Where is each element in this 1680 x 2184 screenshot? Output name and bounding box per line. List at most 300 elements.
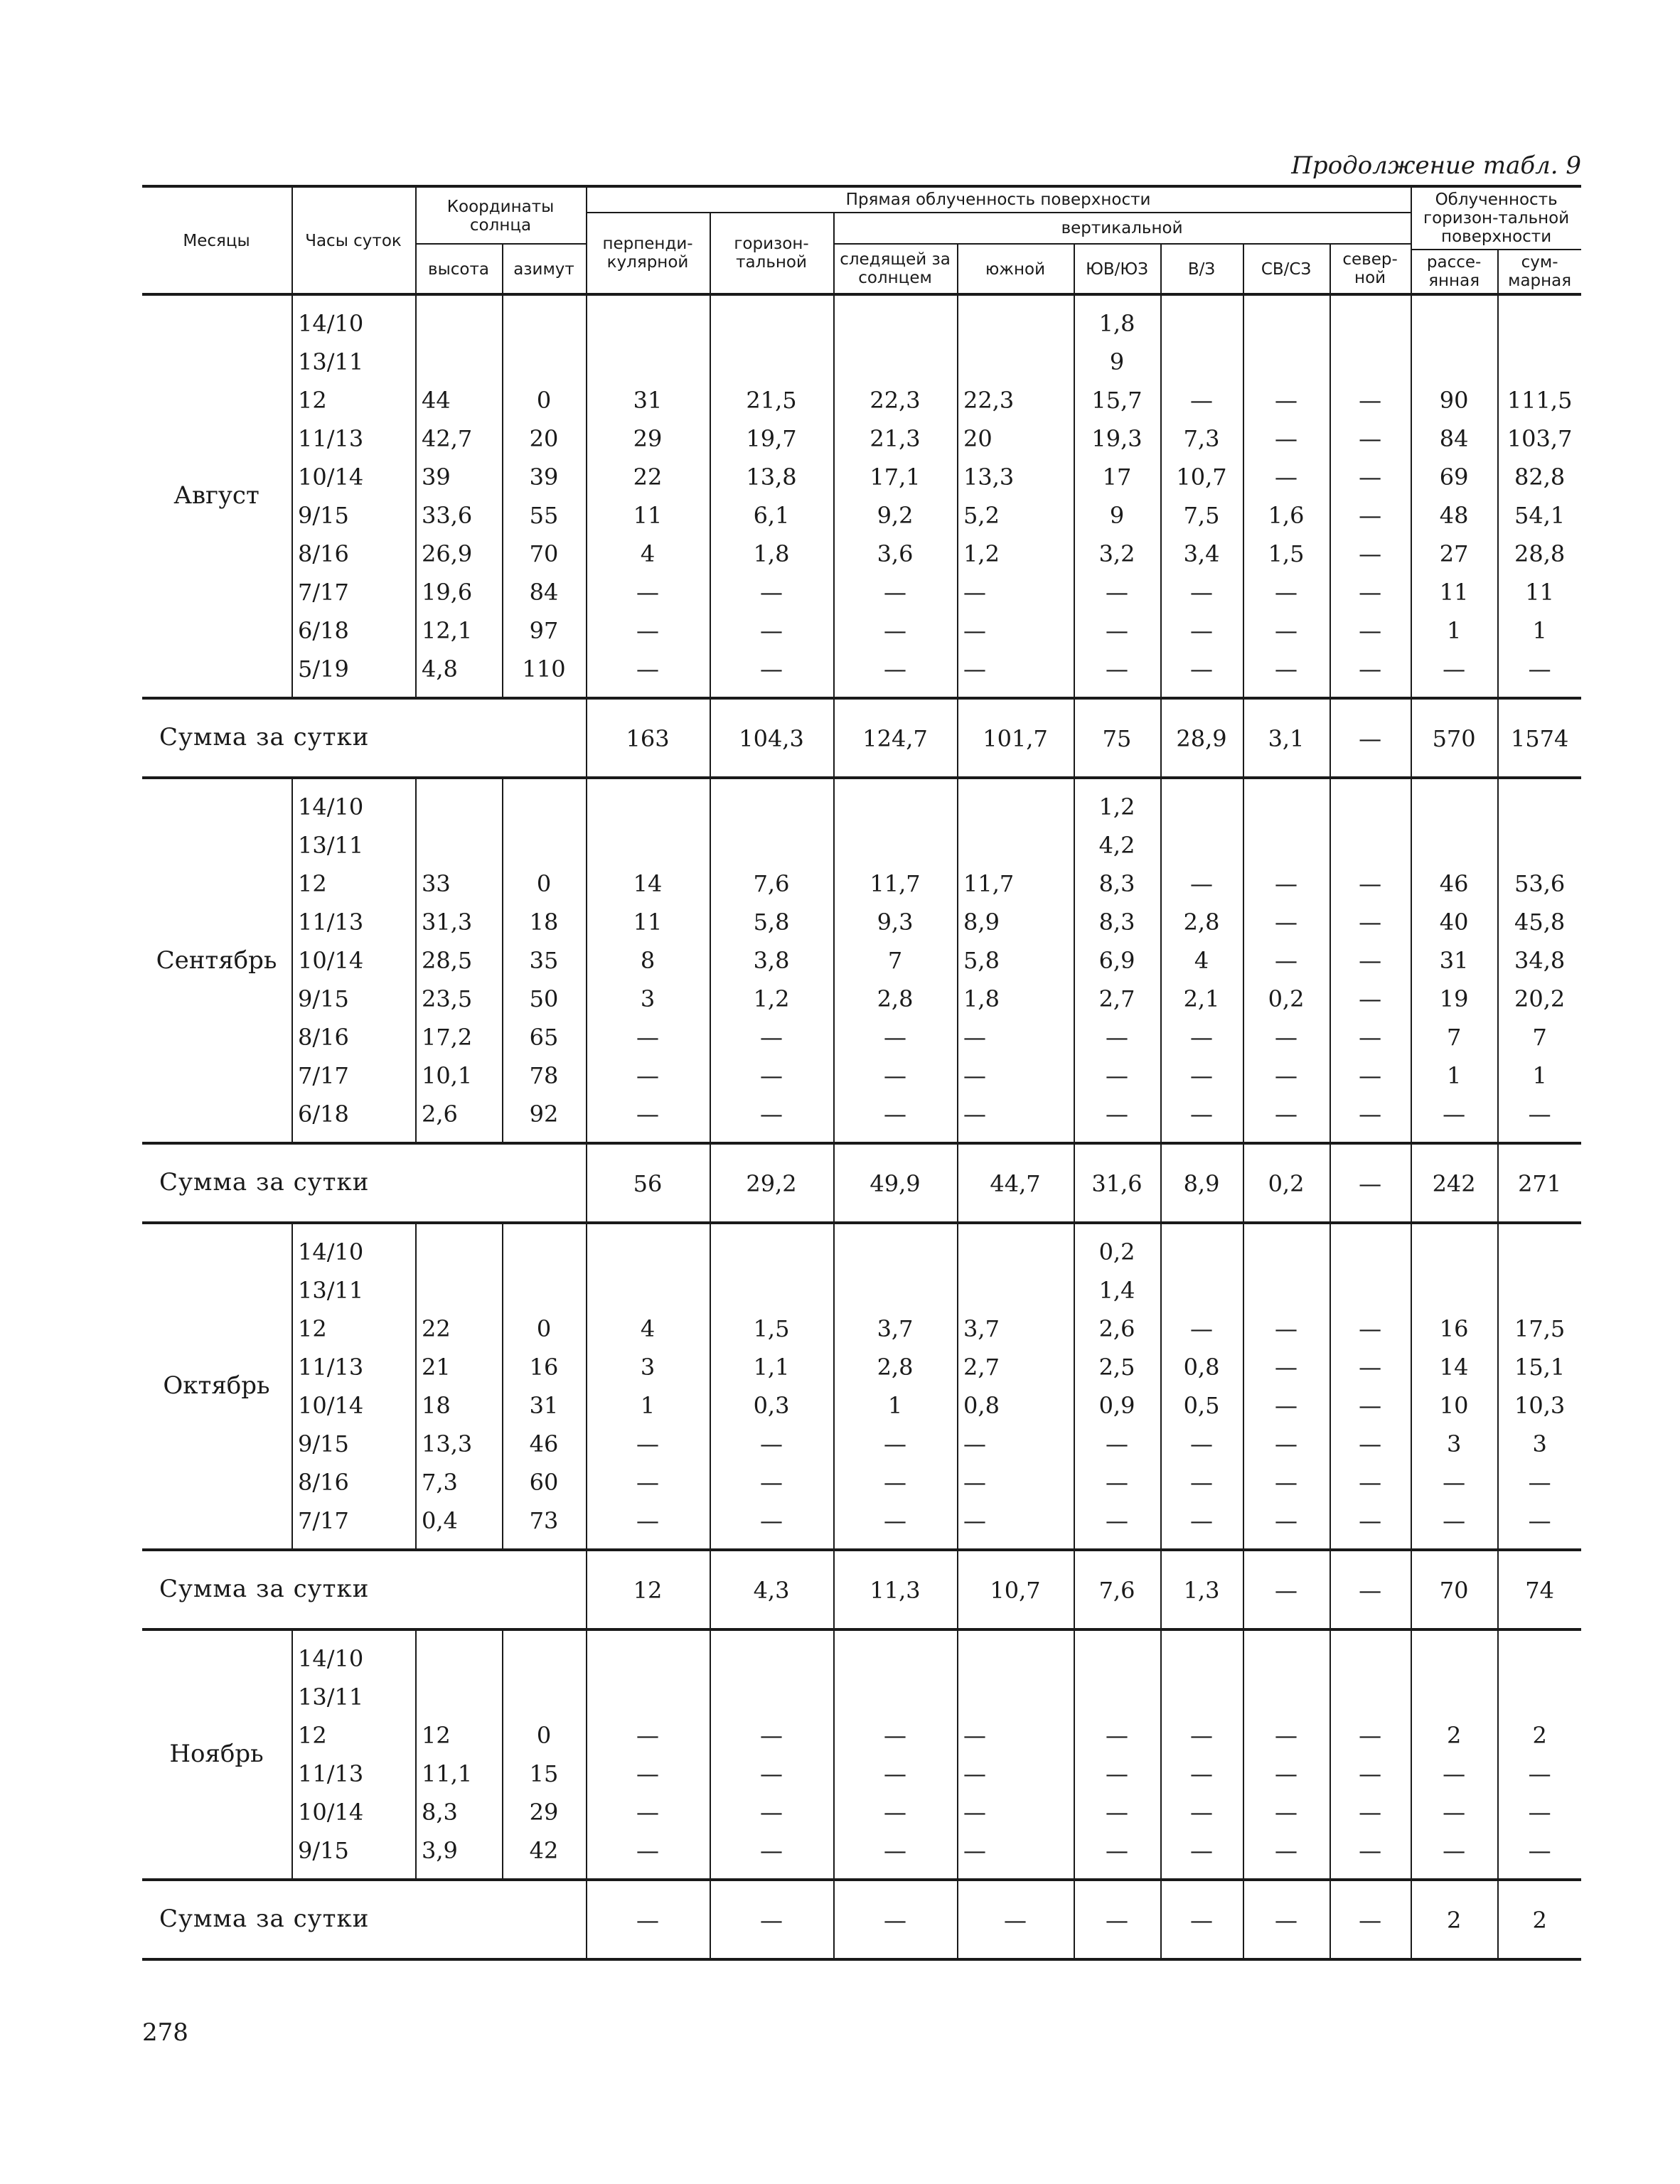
value-cell: — xyxy=(1160,573,1243,611)
sum-cell: — xyxy=(1074,1880,1160,1959)
value-cell xyxy=(502,343,586,381)
value-cell: — xyxy=(1074,1095,1160,1133)
value-cell: — xyxy=(1074,1793,1160,1831)
value-cell xyxy=(415,1639,502,1678)
value-cell: — xyxy=(1074,650,1160,688)
value-cell: 1,1 xyxy=(710,1348,833,1386)
pad-cell xyxy=(710,778,833,788)
value-cell: — xyxy=(710,1018,833,1056)
value-cell: 26,9 xyxy=(415,535,502,573)
sum-label: Сумма за сутки xyxy=(142,1143,586,1223)
value-cell xyxy=(833,1271,957,1310)
hours-cell: 10/14 xyxy=(291,1386,415,1425)
value-cell: — xyxy=(710,1793,833,1831)
value-cell: 20 xyxy=(502,419,586,458)
pad-cell xyxy=(1329,688,1411,698)
value-cell: 73 xyxy=(502,1502,586,1540)
value-cell: 1,8 xyxy=(957,980,1074,1018)
value-cell xyxy=(586,1271,710,1310)
value-cell: 4,2 xyxy=(1074,826,1160,864)
value-cell xyxy=(1497,343,1581,381)
pad-cell xyxy=(1074,1629,1160,1639)
pad-cell xyxy=(415,1629,502,1639)
value-cell: — xyxy=(1160,381,1243,419)
value-cell: — xyxy=(710,1095,833,1133)
sum-cell: — xyxy=(710,1880,833,1959)
value-cell: — xyxy=(710,650,833,688)
value-cell: — xyxy=(710,1755,833,1793)
sum-cell: 271 xyxy=(1497,1143,1581,1223)
value-cell: — xyxy=(1243,650,1329,688)
sum-cell: 10,7 xyxy=(957,1550,1074,1629)
value-cell: — xyxy=(1329,1018,1411,1056)
value-cell: 15,7 xyxy=(1074,381,1160,419)
hours-cell: 9/15 xyxy=(291,1831,415,1870)
value-cell xyxy=(833,1233,957,1271)
value-cell xyxy=(710,1678,833,1716)
value-cell: — xyxy=(1160,1463,1243,1502)
value-cell: 34,8 xyxy=(1497,941,1581,980)
value-cell: — xyxy=(1074,1018,1160,1056)
value-cell: — xyxy=(1329,941,1411,980)
value-cell xyxy=(1497,1233,1581,1271)
pad-cell xyxy=(957,1540,1074,1550)
sum-cell: — xyxy=(957,1880,1074,1959)
pad-cell xyxy=(415,688,502,698)
value-cell: — xyxy=(1329,419,1411,458)
value-cell: 1,8 xyxy=(1074,304,1160,343)
value-cell: 3 xyxy=(1497,1425,1581,1463)
value-cell: — xyxy=(710,1831,833,1870)
value-cell: 12,1 xyxy=(415,611,502,650)
value-cell: — xyxy=(833,1095,957,1133)
sum-cell: — xyxy=(586,1880,710,1959)
pad-cell xyxy=(502,778,586,788)
pad-cell xyxy=(291,688,415,698)
table-row xyxy=(142,1831,1581,1870)
value-cell: 11 xyxy=(586,496,710,535)
pad-cell xyxy=(957,1133,1074,1143)
value-cell xyxy=(1497,826,1581,864)
value-cell: — xyxy=(1243,864,1329,903)
pad-cell xyxy=(415,1223,502,1233)
header-vertical: вертикальной xyxy=(833,213,1411,244)
value-cell: — xyxy=(1074,1831,1160,1870)
value-cell: 1,5 xyxy=(710,1310,833,1348)
value-cell: — xyxy=(833,1425,957,1463)
value-cell: — xyxy=(1243,381,1329,419)
pad-cell xyxy=(957,294,1074,304)
value-cell: — xyxy=(1329,1056,1411,1095)
value-cell xyxy=(1243,343,1329,381)
pad-cell xyxy=(1074,294,1160,304)
value-cell: 12 xyxy=(415,1716,502,1755)
value-cell: 84 xyxy=(502,573,586,611)
value-cell: 22,3 xyxy=(957,381,1074,419)
value-cell: — xyxy=(1411,1463,1497,1502)
value-cell: — xyxy=(957,611,1074,650)
value-cell: — xyxy=(1329,1502,1411,1540)
value-cell: — xyxy=(833,1018,957,1056)
value-cell: 18 xyxy=(502,903,586,941)
value-cell xyxy=(502,1271,586,1310)
value-cell: 20,2 xyxy=(1497,980,1581,1018)
value-cell: — xyxy=(1329,980,1411,1018)
pad-cell xyxy=(1074,778,1160,788)
value-cell xyxy=(1160,788,1243,826)
hours-cell: 14/10 xyxy=(291,1639,415,1678)
pad-cell xyxy=(1074,1133,1160,1143)
hours-cell: 14/10 xyxy=(291,1233,415,1271)
value-cell xyxy=(1411,304,1497,343)
header-south: южной xyxy=(957,244,1074,294)
value-cell xyxy=(833,343,957,381)
value-cell: 1 xyxy=(586,1386,710,1425)
pad-cell xyxy=(586,294,710,304)
sum-cell: 3,1 xyxy=(1243,698,1329,778)
value-cell: 3,4 xyxy=(1160,535,1243,573)
table-row xyxy=(142,1056,1581,1095)
value-cell: — xyxy=(710,1716,833,1755)
sum-label: Сумма за сутки xyxy=(142,1550,586,1629)
value-cell: — xyxy=(1160,1310,1243,1348)
value-cell: 3 xyxy=(1411,1425,1497,1463)
value-cell: 3,7 xyxy=(833,1310,957,1348)
pad-cell xyxy=(1329,294,1411,304)
table-row xyxy=(142,1425,1581,1463)
value-cell xyxy=(1497,304,1581,343)
header-hours: Часы суток xyxy=(291,186,415,294)
pad-cell xyxy=(1411,1133,1497,1143)
value-cell: — xyxy=(1329,1425,1411,1463)
value-cell xyxy=(957,1233,1074,1271)
pad-cell xyxy=(415,778,502,788)
value-cell xyxy=(833,1639,957,1678)
value-cell: 2,7 xyxy=(957,1348,1074,1386)
value-cell: — xyxy=(586,1095,710,1133)
sum-cell: 101,7 xyxy=(957,698,1074,778)
value-cell: — xyxy=(586,1716,710,1755)
pad-cell xyxy=(502,688,586,698)
pad-cell xyxy=(833,778,957,788)
hours-cell: 5/19 xyxy=(291,650,415,688)
pad-cell xyxy=(710,1133,833,1143)
value-cell: 8,3 xyxy=(1074,864,1160,903)
header-horizontal: горизон-тальной xyxy=(710,213,833,294)
value-cell: 31 xyxy=(586,381,710,419)
value-cell: 3,2 xyxy=(1074,535,1160,573)
value-cell: — xyxy=(586,1502,710,1540)
sum-cell: 1574 xyxy=(1497,698,1581,778)
value-cell: — xyxy=(1329,1793,1411,1831)
value-cell: — xyxy=(833,1831,957,1870)
pad-cell xyxy=(1329,1870,1411,1880)
value-cell: 28,5 xyxy=(415,941,502,980)
pad-cell xyxy=(1243,1870,1329,1880)
value-cell: — xyxy=(833,1793,957,1831)
pad-cell xyxy=(1497,1223,1581,1233)
value-cell: 1 xyxy=(1411,1056,1497,1095)
value-cell xyxy=(957,1271,1074,1310)
value-cell: 21,5 xyxy=(710,381,833,419)
hours-cell: 12 xyxy=(291,864,415,903)
value-cell xyxy=(1243,1678,1329,1716)
section-padding xyxy=(142,1540,1581,1550)
value-cell: 3 xyxy=(586,1348,710,1386)
pad-cell xyxy=(415,1540,502,1550)
table-row xyxy=(142,611,1581,650)
value-cell: — xyxy=(1243,611,1329,650)
hours-cell: 12 xyxy=(291,381,415,419)
pad-cell xyxy=(957,1629,1074,1639)
value-cell: 8 xyxy=(586,941,710,980)
value-cell: 82,8 xyxy=(1497,458,1581,496)
pad-cell xyxy=(710,1870,833,1880)
value-cell: — xyxy=(1160,1793,1243,1831)
value-cell: 7 xyxy=(833,941,957,980)
value-cell xyxy=(1497,788,1581,826)
hours-cell: 6/18 xyxy=(291,611,415,650)
value-cell xyxy=(957,1639,1074,1678)
value-cell xyxy=(1329,343,1411,381)
value-cell: — xyxy=(586,650,710,688)
value-cell: — xyxy=(710,1056,833,1095)
value-cell xyxy=(1243,1233,1329,1271)
value-cell: 9 xyxy=(1074,343,1160,381)
pad-cell xyxy=(1074,1223,1160,1233)
value-cell xyxy=(586,788,710,826)
value-cell xyxy=(1160,1678,1243,1716)
value-cell: — xyxy=(1411,1793,1497,1831)
pad-cell xyxy=(1160,1133,1243,1143)
sum-row xyxy=(142,1143,1581,1223)
value-cell: — xyxy=(1074,1425,1160,1463)
hours-cell: 12 xyxy=(291,1310,415,1348)
value-cell xyxy=(1329,1233,1411,1271)
value-cell xyxy=(1243,1639,1329,1678)
pad-cell xyxy=(586,688,710,698)
section-padding xyxy=(142,1629,1581,1639)
value-cell: — xyxy=(1160,611,1243,650)
hours-cell: 13/11 xyxy=(291,343,415,381)
value-cell: 2 xyxy=(1497,1716,1581,1755)
value-cell: 42 xyxy=(502,1831,586,1870)
value-cell: 48 xyxy=(1411,496,1497,535)
value-cell: — xyxy=(833,1755,957,1793)
value-cell: — xyxy=(1074,1463,1160,1502)
value-cell xyxy=(1411,826,1497,864)
value-cell xyxy=(1411,1639,1497,1678)
hours-cell: 14/10 xyxy=(291,788,415,826)
value-cell: — xyxy=(1074,573,1160,611)
value-cell: 97 xyxy=(502,611,586,650)
value-cell: — xyxy=(1243,1310,1329,1348)
table-row xyxy=(142,1271,1581,1310)
table-header xyxy=(142,186,1581,294)
value-cell: 8,3 xyxy=(1074,903,1160,941)
value-cell: 14 xyxy=(586,864,710,903)
value-cell: 13,3 xyxy=(957,458,1074,496)
table-row xyxy=(142,903,1581,941)
value-cell: 2,1 xyxy=(1160,980,1243,1018)
value-cell: — xyxy=(586,573,710,611)
pad-cell xyxy=(1411,1540,1497,1550)
value-cell xyxy=(1329,826,1411,864)
value-cell: 16 xyxy=(1411,1310,1497,1348)
value-cell xyxy=(710,1271,833,1310)
value-cell: — xyxy=(1329,1348,1411,1386)
sum-cell: — xyxy=(1160,1880,1243,1959)
value-cell: — xyxy=(1160,650,1243,688)
value-cell: 7,3 xyxy=(1160,419,1243,458)
value-cell: 15 xyxy=(502,1755,586,1793)
value-cell: 1,5 xyxy=(1243,535,1329,573)
value-cell: 90 xyxy=(1411,381,1497,419)
value-cell: 2,8 xyxy=(833,1348,957,1386)
value-cell: 0,2 xyxy=(1074,1233,1160,1271)
value-cell: — xyxy=(1160,1095,1243,1133)
hours-cell: 11/13 xyxy=(291,1348,415,1386)
month-label: Ноябрь xyxy=(169,1740,264,1769)
section-padding xyxy=(142,688,1581,698)
section-padding xyxy=(142,1870,1581,1880)
header-sun-coords: Координаты солнца xyxy=(415,186,586,244)
header-ne-nw: СВ/СЗ xyxy=(1243,244,1329,294)
value-cell: — xyxy=(710,611,833,650)
value-cell: 1,4 xyxy=(1074,1271,1160,1310)
value-cell: — xyxy=(833,1502,957,1540)
pad-cell xyxy=(710,1629,833,1639)
hours-cell: 6/18 xyxy=(291,1095,415,1133)
table-row xyxy=(142,650,1581,688)
value-cell xyxy=(415,1678,502,1716)
value-cell: — xyxy=(1329,1463,1411,1502)
value-cell: — xyxy=(957,1793,1074,1831)
value-cell: 2,6 xyxy=(415,1095,502,1133)
value-cell: 1 xyxy=(1497,611,1581,650)
value-cell: 0 xyxy=(502,1310,586,1348)
header-azimuth: азимут xyxy=(502,244,586,294)
sum-row xyxy=(142,1880,1581,1959)
value-cell: — xyxy=(1243,1348,1329,1386)
sum-cell: 242 xyxy=(1411,1143,1497,1223)
pad-cell xyxy=(1329,778,1411,788)
value-cell: 46 xyxy=(1411,864,1497,903)
value-cell: 55 xyxy=(502,496,586,535)
value-cell: 17,1 xyxy=(833,458,957,496)
value-cell: 28,8 xyxy=(1497,535,1581,573)
value-cell: — xyxy=(1329,1310,1411,1348)
value-cell xyxy=(586,343,710,381)
value-cell: 53,6 xyxy=(1497,864,1581,903)
table-body xyxy=(142,294,1581,1959)
pad-cell xyxy=(415,1870,502,1880)
value-cell: — xyxy=(1329,864,1411,903)
value-cell: 2,6 xyxy=(1074,1310,1160,1348)
pad-cell xyxy=(710,1540,833,1550)
table-row xyxy=(142,1755,1581,1793)
value-cell: — xyxy=(710,1502,833,1540)
value-cell xyxy=(1329,304,1411,343)
sum-cell: 56 xyxy=(586,1143,710,1223)
irradiance-table xyxy=(142,185,1581,1961)
value-cell: 3 xyxy=(586,980,710,1018)
value-cell: 2,8 xyxy=(833,980,957,1018)
value-cell xyxy=(1074,1639,1160,1678)
value-cell: 10,1 xyxy=(415,1056,502,1095)
value-cell: 40 xyxy=(1411,903,1497,941)
hours-cell: 14/10 xyxy=(291,304,415,343)
value-cell: — xyxy=(1074,1716,1160,1755)
value-cell: 0 xyxy=(502,381,586,419)
table-row xyxy=(142,1095,1581,1133)
value-cell: 2,5 xyxy=(1074,1348,1160,1386)
value-cell: 1,2 xyxy=(957,535,1074,573)
pad-cell xyxy=(710,688,833,698)
value-cell: 1 xyxy=(1411,611,1497,650)
value-cell: 44 xyxy=(415,381,502,419)
pad-cell xyxy=(833,1870,957,1880)
value-cell: — xyxy=(1243,1793,1329,1831)
value-cell: 33 xyxy=(415,864,502,903)
value-cell xyxy=(710,343,833,381)
table-row xyxy=(142,573,1581,611)
value-cell: 22,3 xyxy=(833,381,957,419)
value-cell: — xyxy=(586,1056,710,1095)
table-row xyxy=(142,1310,1581,1348)
value-cell xyxy=(957,343,1074,381)
value-cell: — xyxy=(1243,1386,1329,1425)
value-cell: 2 xyxy=(1411,1716,1497,1755)
value-cell xyxy=(1329,788,1411,826)
header-perpendicular: перпенди-кулярной xyxy=(586,213,710,294)
value-cell: 10 xyxy=(1411,1386,1497,1425)
value-cell: — xyxy=(1243,1463,1329,1502)
table-row xyxy=(142,1793,1581,1831)
sum-cell: 8,9 xyxy=(1160,1143,1243,1223)
value-cell xyxy=(586,1233,710,1271)
value-cell: — xyxy=(710,1425,833,1463)
value-cell: — xyxy=(1497,1502,1581,1540)
value-cell xyxy=(1411,1271,1497,1310)
value-cell: 3,7 xyxy=(957,1310,1074,1348)
pad-cell xyxy=(586,1540,710,1550)
sum-cell: 2 xyxy=(1497,1880,1581,1959)
value-cell: 35 xyxy=(502,941,586,980)
value-cell: — xyxy=(586,1793,710,1831)
value-cell: — xyxy=(957,1716,1074,1755)
value-cell: — xyxy=(957,1018,1074,1056)
pad-cell xyxy=(502,1133,586,1143)
value-cell: 46 xyxy=(502,1425,586,1463)
value-cell: — xyxy=(957,573,1074,611)
value-cell: 11 xyxy=(586,903,710,941)
sum-cell: — xyxy=(1329,698,1411,778)
value-cell: 0 xyxy=(502,1716,586,1755)
section-padding xyxy=(142,778,1581,788)
pad-cell xyxy=(1243,1223,1329,1233)
value-cell xyxy=(415,1233,502,1271)
value-cell: — xyxy=(1329,1755,1411,1793)
pad-cell xyxy=(957,1870,1074,1880)
section-padding xyxy=(142,1223,1581,1233)
month-label: Август xyxy=(173,482,260,510)
value-cell xyxy=(1160,1271,1243,1310)
value-cell xyxy=(586,304,710,343)
value-cell: — xyxy=(1329,573,1411,611)
value-cell: — xyxy=(1497,1831,1581,1870)
value-cell: 2,7 xyxy=(1074,980,1160,1018)
